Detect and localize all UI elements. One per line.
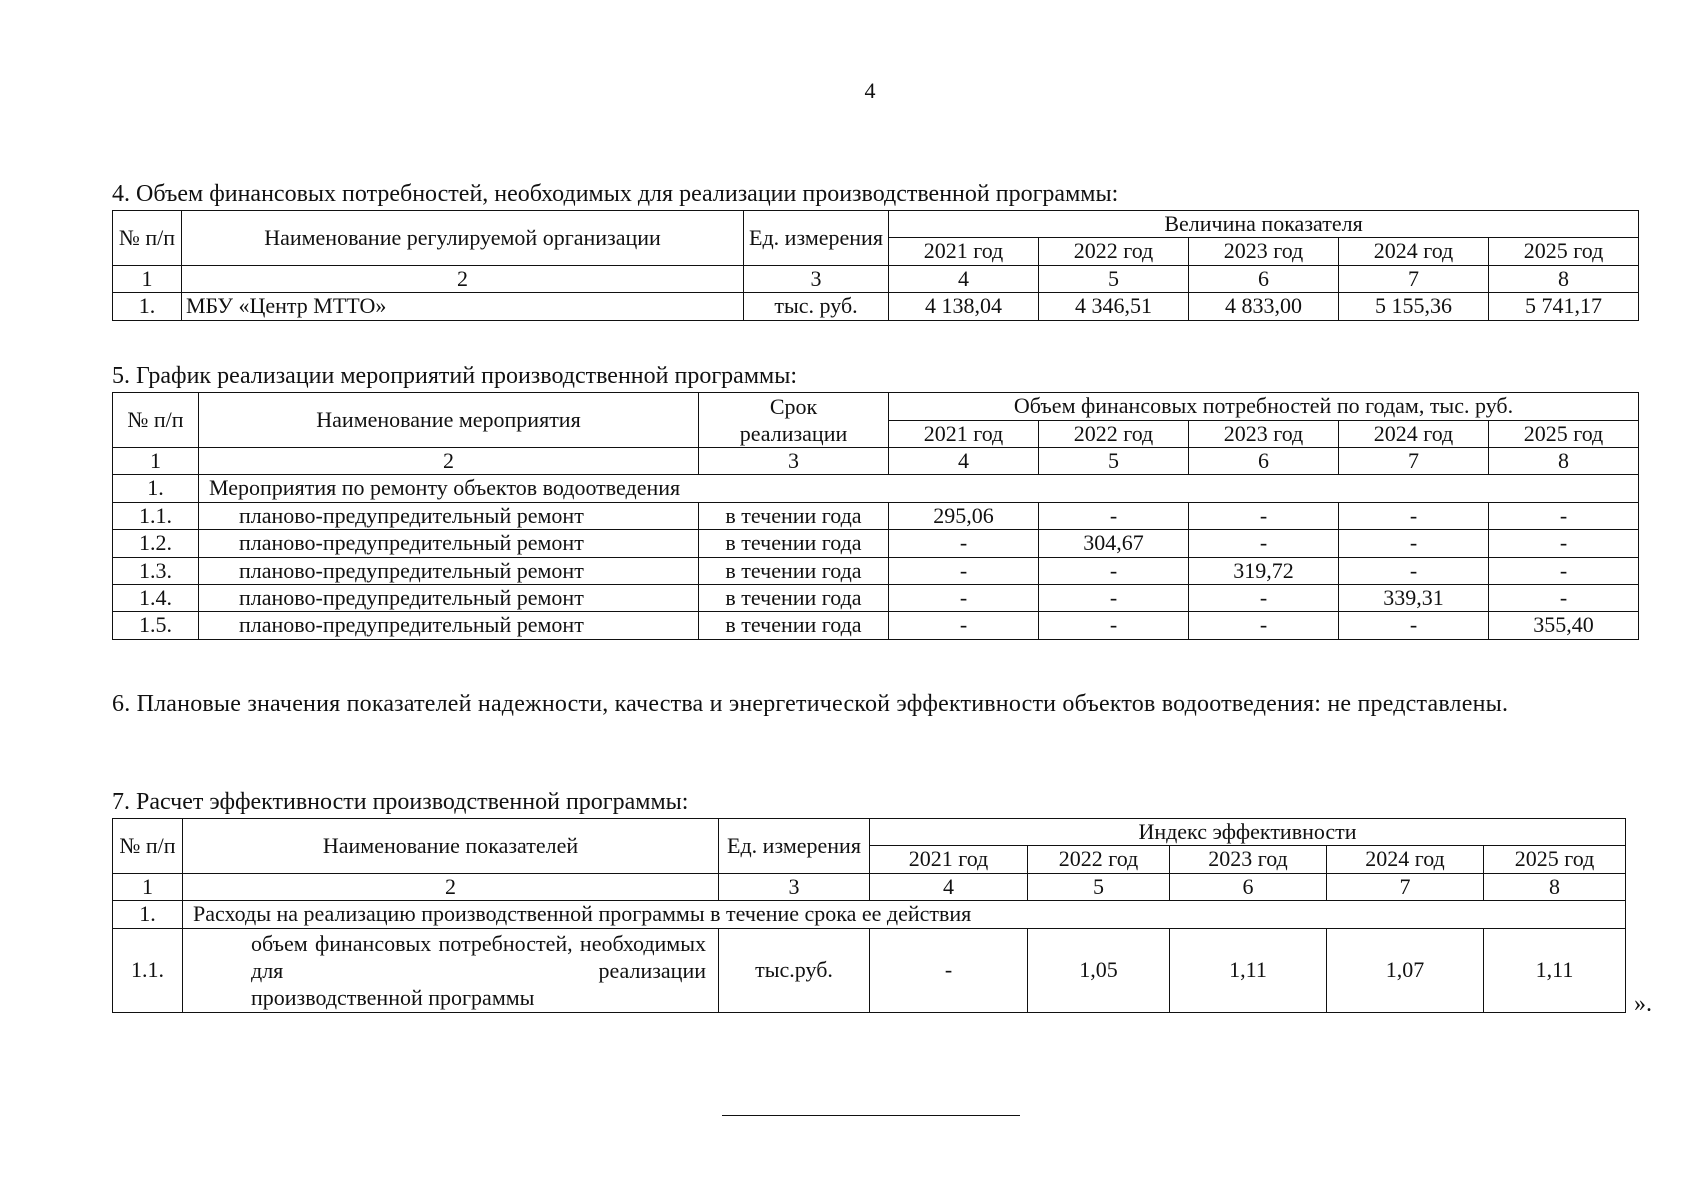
index-cell: 5 [1028,873,1170,900]
index-cell: 2 [199,448,699,475]
row-number: 1.5. [113,612,199,639]
col-header-year: 2023 год [1170,846,1327,873]
col-header-value: Объем финансовых потребностей по годам, тыс. руб. [889,393,1639,421]
activity-name: планово-предупредительный ремонт [199,557,699,584]
indicator-name [183,928,719,1012]
col-header-year: 2024 год [1339,238,1489,265]
value-cell: - [1189,612,1339,639]
page-number: 4 [864,78,876,103]
row-number: 1.1. [113,928,183,1012]
value-cell: 304,67 [1039,530,1189,557]
term-cell: в течении года [699,557,889,584]
col-header-unit: Ед. измерения [719,819,870,874]
value-cell: 1,11 [1170,928,1327,1012]
group-title: Мероприятия по ремонту объектов водоотведения [199,475,1639,502]
row-number: 1.3. [113,557,199,584]
organization-name: МБУ «Центр МТТО» [182,293,744,320]
schedule-table [112,392,1639,640]
term-cell: в течении года [699,530,889,557]
index-cell: 2 [183,873,719,900]
index-cell: 2 [182,265,744,292]
table-row [113,612,1639,639]
value-cell: - [1339,530,1489,557]
index-cell: 5 [1039,448,1189,475]
col-header-term: Срок реализации [699,393,889,448]
term-cell: в течении года [699,502,889,529]
col-header-year: 2025 год [1484,846,1626,873]
table-row [113,557,1639,584]
col-header-number: № п/п [113,393,199,448]
column-index-row [113,448,1639,475]
col-header-number: № п/п [113,819,183,874]
col-header-year: 2025 год [1489,238,1639,265]
row-number: 1.1. [113,502,199,529]
index-cell: 5 [1039,265,1189,292]
activity-name: планово-предупредительный ремонт [199,502,699,529]
row-number: 1. [113,475,199,502]
value-cell: - [1489,557,1639,584]
index-cell: 3 [699,448,889,475]
row-number: 1. [113,901,183,928]
value-cell: 1,07 [1327,928,1484,1012]
index-cell: 6 [1189,265,1339,292]
value-cell: - [1039,557,1189,584]
col-header-year: 2021 год [889,420,1039,448]
activity-name: планово-предупредительный ремонт [199,612,699,639]
col-header-year: 2024 год [1339,420,1489,448]
value-cell: 5 155,36 [1339,293,1489,320]
indicator-name-line: необходимых для реализации [251,930,707,983]
col-header-year: 2023 год [1189,238,1339,265]
section-schedule [112,362,1638,640]
value-cell: - [889,530,1039,557]
group-title: Расходы на реализацию производственной программы в течение срока ее действия [183,901,1626,928]
index-cell: 1 [113,265,182,292]
row-number: 1.2. [113,530,199,557]
index-cell: 8 [1484,873,1626,900]
value-cell: 355,40 [1489,612,1639,639]
index-cell: 3 [719,873,870,900]
row-number: 1.4. [113,584,199,611]
value-cell: - [889,612,1039,639]
value-cell: - [1039,502,1189,529]
value-cell: - [1189,584,1339,611]
value-cell: - [1339,557,1489,584]
value-cell: - [1039,612,1189,639]
financial-needs-table [112,210,1639,321]
index-cell: 3 [744,265,889,292]
index-cell: 4 [889,448,1039,475]
unit-cell: тыс. руб. [744,293,889,320]
section-efficiency [112,788,1625,1013]
efficiency-table [112,818,1626,1013]
value-cell: - [1189,530,1339,557]
value-cell: 4 346,51 [1039,293,1189,320]
group-row [113,901,1626,928]
value-cell: - [870,928,1028,1012]
col-header-year: 2021 год [889,238,1039,265]
col-header-year: 2024 год [1327,846,1484,873]
col-header-activity: Наименование мероприятия [199,393,699,448]
value-cell: 1,05 [1028,928,1170,1012]
section-indicators [112,688,1638,721]
col-header-year: 2025 год [1489,420,1639,448]
value-cell: - [1489,502,1639,529]
value-cell: 4 138,04 [889,293,1039,320]
value-cell: 339,31 [1339,584,1489,611]
col-header-year: 2021 год [870,846,1028,873]
table-row [113,928,1626,1012]
value-cell: - [1489,530,1639,557]
value-cell: 319,72 [1189,557,1339,584]
end-rule [722,1115,1020,1116]
value-cell: 295,06 [889,502,1039,529]
activity-name: планово-предупредительный ремонт [199,584,699,611]
table-row [113,584,1639,611]
section-financial-needs [112,180,1638,321]
row-number: 1. [113,293,182,320]
column-index-row [113,265,1639,292]
section-5-heading: 5. График реализации мероприятий производственной программы: [112,363,797,389]
index-cell: 7 [1339,265,1489,292]
value-cell: - [1339,612,1489,639]
index-cell: 7 [1327,873,1484,900]
index-cell: 8 [1489,265,1639,292]
col-header-value: Индекс эффективности [870,819,1626,846]
col-header-unit: Ед. измерения [744,211,889,266]
col-header-year: 2022 год [1039,238,1189,265]
index-cell: 1 [113,448,199,475]
value-cell: 5 741,17 [1489,293,1639,320]
index-cell: 8 [1489,448,1639,475]
table-row [113,293,1639,320]
activity-name: планово-предупредительный ремонт [199,530,699,557]
col-header-value: Величина показателя [889,211,1639,238]
col-header-year: 2023 год [1189,420,1339,448]
section-7-heading: 7. Расчет эффективности производственной программы: [112,789,689,815]
table-row [113,502,1639,529]
value-cell: - [1339,502,1489,529]
group-row [113,475,1639,502]
col-header-indicator: Наименование показателей [183,819,719,874]
section-6-text: 6. Плановые значения показателей надежности, качества и энергетической эффективности объектов водоотведения: не представлены. [112,691,1509,717]
value-cell: 4 833,00 [1189,293,1339,320]
column-index-row [113,873,1626,900]
index-cell: 7 [1339,448,1489,475]
index-cell: 4 [870,873,1028,900]
value-cell: - [889,584,1039,611]
value-cell: - [1039,584,1189,611]
term-cell: в течении года [699,612,889,639]
col-header-number: № п/п [113,211,182,266]
table-row [113,530,1639,557]
value-cell: - [1189,502,1339,529]
index-cell: 4 [889,265,1039,292]
index-cell: 6 [1189,448,1339,475]
value-cell: - [1489,584,1639,611]
value-cell: - [889,557,1039,584]
col-header-organization: Наименование регулируемой организации [182,211,744,266]
indicator-name-line: производственной программы [251,984,535,1010]
index-cell: 1 [113,873,183,900]
value-cell: 1,11 [1484,928,1626,1012]
col-header-year: 2022 год [1039,420,1189,448]
index-cell: 6 [1170,873,1327,900]
term-cell: в течении года [699,584,889,611]
indicator-name-line: объем финансовых потребностей, [251,930,573,956]
col-header-year: 2022 год [1028,846,1170,873]
closing-quote-mark: ». [1634,991,1652,1017]
unit-cell: тыс.руб. [719,928,870,1012]
section-4-heading: 4. Объем финансовых потребностей, необходимых для реализации производственной программы: [112,181,1119,207]
